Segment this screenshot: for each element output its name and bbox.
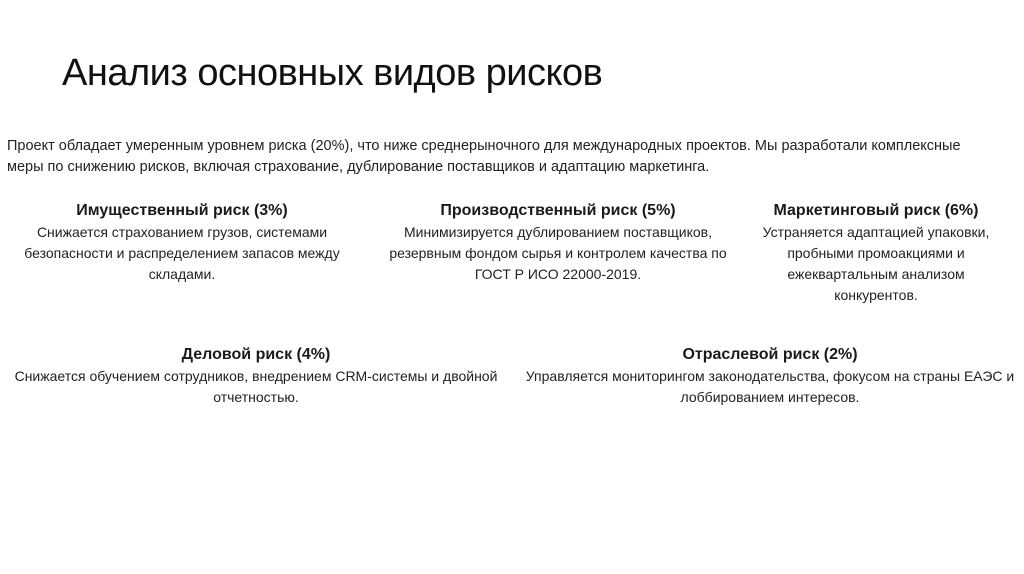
risk-card-marketing bbox=[748, 200, 1004, 306]
risk-description: Минимизируется дублированием поставщиков, резервным фондом сырья и контролем качества по ГОСТ Р ИСО 22000-2019. bbox=[389, 224, 727, 282]
risk-title: Имущественный риск (3%) bbox=[76, 202, 288, 219]
risk-description: Снижается страхованием грузов, системами безопасности и распределением запасов между складами. bbox=[24, 224, 340, 282]
risk-title: Деловой риск (4%) bbox=[181, 346, 331, 363]
risk-description: Устраняется адаптацией упаковки, пробными промоакциями и ежеквартальным анализом конкурентов. bbox=[762, 224, 990, 303]
risk-title: Отраслевой риск (2%) bbox=[682, 346, 858, 363]
risk-card-business bbox=[6, 344, 506, 408]
risk-title: Производственный риск (5%) bbox=[440, 202, 676, 219]
risk-title: Маркетинговый риск (6%) bbox=[773, 202, 979, 219]
slide-title: Анализ основных видов рисков bbox=[62, 52, 603, 94]
risk-description: Управляется мониторингом законодательства, фокусом на страны ЕАЭС и лоббированием интересов. bbox=[525, 368, 1015, 405]
risk-card-production bbox=[372, 200, 744, 285]
risk-card-property bbox=[6, 200, 358, 285]
risk-card-industry bbox=[520, 344, 1020, 408]
intro-paragraph: Проект обладает умеренным уровнем риска (20%), что ниже среднерыночного для международных проектов. Мы разработали комплексные меры по снижению рисков, включая страхование, дублирование поставщиков и адаптацию маркетинга. bbox=[7, 138, 961, 175]
risk-description: Снижается обучением сотрудников, внедрением CRM-системы и двойной отчетностью. bbox=[14, 368, 498, 405]
